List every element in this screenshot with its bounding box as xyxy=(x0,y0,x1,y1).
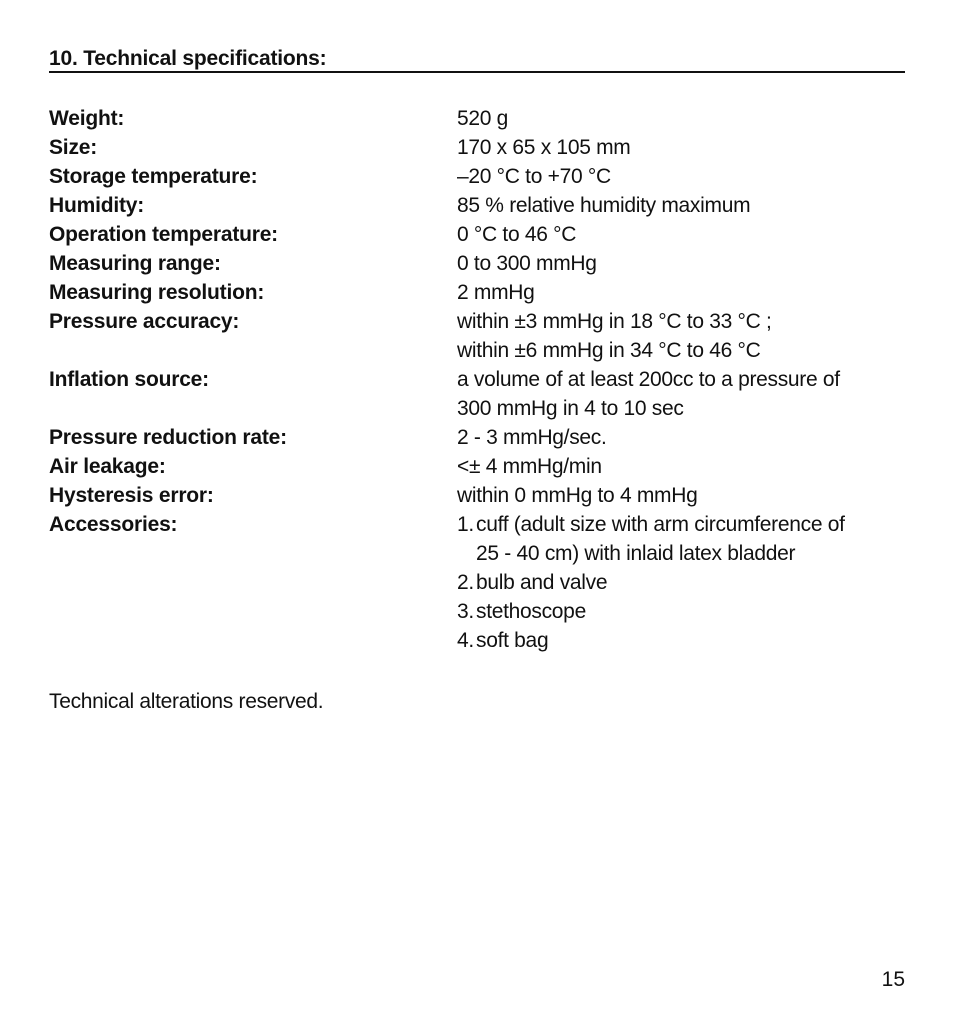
spec-value-line: 0 to 300 mmHg xyxy=(457,252,597,275)
accessory-text-line: 25 - 40 cm) with inlaid latex bladder xyxy=(476,542,796,565)
spec-value-line: 0 °C to 46 °C xyxy=(457,223,577,246)
spec-value-line: 520 g xyxy=(457,107,509,130)
spec-row-inflation-source xyxy=(49,365,905,423)
spec-label: Air leakage: xyxy=(49,455,166,478)
spec-label: Measuring range: xyxy=(49,252,221,275)
spec-label: Measuring resolution: xyxy=(49,281,265,304)
spec-label: Operation temperature: xyxy=(49,223,278,246)
accessory-text xyxy=(476,568,607,597)
spec-row-pressure-reduction-rate xyxy=(49,423,905,452)
spec-label: Size: xyxy=(49,136,98,159)
accessory-text-line: cuff (adult size with arm circumference of xyxy=(476,513,845,536)
accessory-number: 1. xyxy=(457,513,474,536)
spec-value xyxy=(457,133,905,162)
page-number: 15 xyxy=(881,968,905,991)
spec-value xyxy=(457,104,905,133)
spec-value xyxy=(457,307,905,365)
section-heading: 10. Technical specifications: xyxy=(49,46,905,73)
spec-value-line: 170 x 65 x 105 mm xyxy=(457,136,631,159)
spec-table xyxy=(49,104,905,655)
spec-row-measuring-range xyxy=(49,249,905,278)
accessory-text-line: soft bag xyxy=(476,629,549,652)
spec-value xyxy=(457,481,905,510)
spec-value-line: 85 % relative humidity maximum xyxy=(457,194,751,217)
spec-value-line: 2 mmHg xyxy=(457,281,535,304)
accessory-item xyxy=(457,626,905,655)
spec-row-measuring-resolution xyxy=(49,278,905,307)
spec-value xyxy=(457,278,905,307)
accessory-number: 2. xyxy=(457,571,474,594)
spec-label: Accessories: xyxy=(49,513,178,536)
alterations-note: Technical alterations reserved. xyxy=(49,690,324,713)
spec-row-humidity xyxy=(49,191,905,220)
spec-value-line: within ±6 mmHg in 34 °C to 46 °C xyxy=(457,339,761,362)
accessory-text xyxy=(476,626,548,655)
spec-row-operation-temperature xyxy=(49,220,905,249)
accessory-text xyxy=(476,597,586,626)
spec-value-line: within ±3 mmHg in 18 °C to 33 °C ; xyxy=(457,310,772,333)
spec-value-line: 300 mmHg in 4 to 10 sec xyxy=(457,397,684,420)
accessory-number: 4. xyxy=(457,629,474,652)
accessory-item xyxy=(457,510,905,568)
spec-value xyxy=(457,423,905,452)
spec-label: Weight: xyxy=(49,107,125,130)
accessory-item xyxy=(457,597,905,626)
spec-row-storage-temperature xyxy=(49,162,905,191)
spec-value-line: a volume of at least 200cc to a pressure of xyxy=(457,368,840,391)
spec-value-line: within 0 mmHg to 4 mmHg xyxy=(457,484,698,507)
accessory-number: 3. xyxy=(457,600,474,623)
accessories-list xyxy=(457,510,905,655)
spec-label: Hysteresis error: xyxy=(49,484,214,507)
spec-row-size xyxy=(49,133,905,162)
accessory-text-line: bulb and valve xyxy=(476,571,608,594)
spec-label: Pressure accuracy: xyxy=(49,310,240,333)
accessory-text xyxy=(476,510,845,568)
spec-value xyxy=(457,452,905,481)
spec-label: Pressure reduction rate: xyxy=(49,426,287,449)
spec-label: Humidity: xyxy=(49,194,145,217)
spec-value-line: 2 - 3 mmHg/sec. xyxy=(457,426,607,449)
spec-value xyxy=(457,365,905,423)
spec-row-air-leakage xyxy=(49,452,905,481)
spec-value-line: –20 °C to +70 °C xyxy=(457,165,611,188)
spec-row-weight xyxy=(49,104,905,133)
spec-value xyxy=(457,191,905,220)
spec-value-line: <± 4 mmHg/min xyxy=(457,455,602,478)
spec-row-hysteresis-error xyxy=(49,481,905,510)
accessory-item xyxy=(457,568,905,597)
spec-value xyxy=(457,220,905,249)
spec-value xyxy=(457,249,905,278)
spec-row-pressure-accuracy xyxy=(49,307,905,365)
accessory-text-line: stethoscope xyxy=(476,600,586,623)
spec-row-accessories xyxy=(49,510,905,655)
spec-value xyxy=(457,162,905,191)
spec-label: Inflation source: xyxy=(49,368,209,391)
spec-label: Storage temperature: xyxy=(49,165,258,188)
